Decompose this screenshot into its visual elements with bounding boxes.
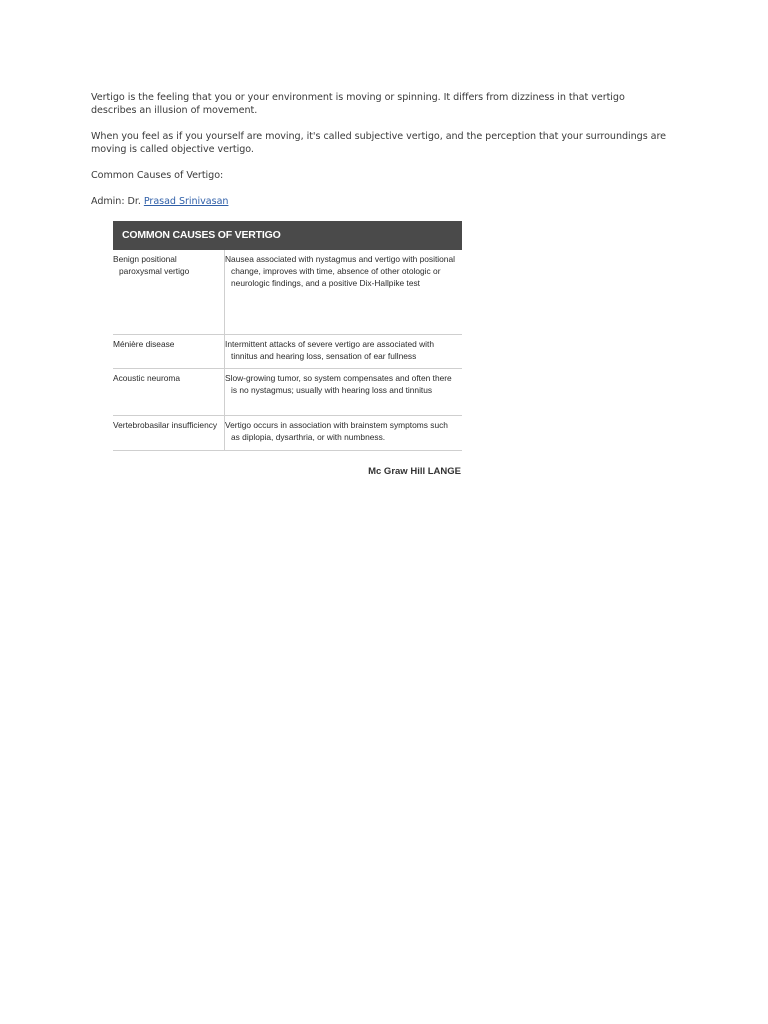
publisher-credit: Mc Graw Hill LANGE: [368, 466, 461, 477]
intro-paragraph-2: When you feel as if you yourself are moving, it's called subjective vertigo, and the perception that your surroundings are moving is called objective vertigo.: [91, 131, 667, 155]
table-row: [113, 369, 462, 416]
cause-cell: Acoustic neuroma: [113, 369, 225, 415]
intro-paragraph-1: Vertigo is the feeling that you or your environment is moving or spinning. It differs from dizziness in that vertigo describes an illusion of movement.: [91, 92, 625, 116]
description-cell: Intermittent attacks of severe vertigo are associated with tinnitus and hearing loss, sensation of ear fullness: [225, 339, 435, 361]
admin-line: [91, 195, 671, 208]
causes-table-figure: [113, 221, 462, 477]
table-title: COMMON CAUSES OF VERTIGO: [113, 221, 462, 250]
cause-cell: Benign positional paroxysmal vertigo: [113, 250, 225, 334]
description-cell: Nausea associated with nystagmus and vertigo with positional change, improves with time, absence of other otologic or neurologic findings, and a positive Dix-Hallpike test: [225, 254, 455, 288]
section-label: Common Causes of Vertigo:: [91, 170, 224, 181]
description-cell: Slow-growing tumor, so system compensates and often there is no nystagmus; usually with hearing loss and tinnitus: [225, 373, 452, 395]
article-body: [91, 91, 671, 208]
table-row: [113, 335, 462, 369]
cause-cell: Ménière disease: [113, 335, 225, 368]
admin-name-link[interactable]: Prasad Srinivasan: [143, 196, 229, 207]
table-row: [113, 250, 462, 335]
table-row: [113, 416, 462, 451]
admin-prefix: Admin: Dr.: [91, 196, 144, 207]
cause-cell: Vertebrobasilar insufficiency: [113, 416, 225, 450]
description-cell: Vertigo occurs in association with brainstem symptoms such as diplopia, dysarthria, or with numbness.: [225, 420, 448, 442]
